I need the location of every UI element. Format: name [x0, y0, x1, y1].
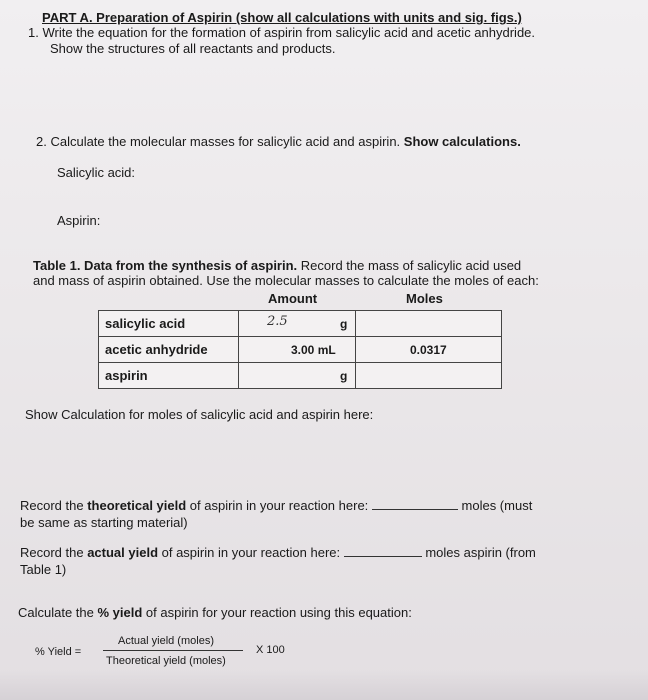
- table-divider: [355, 311, 356, 388]
- theoretical-yield-line: [20, 498, 532, 513]
- row-label-salicylic-acid: salicylic acid: [105, 316, 186, 331]
- equation-numerator: Actual yield (moles): [118, 635, 214, 647]
- equation-denominator: Theoretical yield (moles): [106, 655, 226, 667]
- column-header-amount: Amount: [268, 291, 318, 306]
- amount-unit: g: [340, 317, 348, 331]
- amount-unit: g: [340, 369, 348, 383]
- actual-yield-blank[interactable]: [344, 545, 422, 557]
- table-1-caption-bold: Table 1. Data from the synthesis of aspirin.: [33, 258, 298, 273]
- table-1-caption: [33, 258, 521, 273]
- actual-line-2: Table 1): [20, 562, 67, 577]
- row-label-aspirin: aspirin: [105, 368, 148, 383]
- row-label-acetic-anhydride: acetic anhydride: [105, 342, 208, 357]
- theoretical-yield-blank[interactable]: [372, 498, 458, 510]
- actual-post: of aspirin in your reaction here:: [158, 545, 344, 560]
- percent-post: of aspirin for your reaction using this equation:: [142, 605, 412, 620]
- percent-pre: Calculate the: [18, 605, 98, 620]
- actual-yield-line: [20, 545, 536, 560]
- question-2-bold: Show calculations.: [403, 134, 521, 149]
- actual-pre: Record the: [20, 545, 88, 560]
- theoretical-line-2: be same as starting material): [20, 515, 188, 530]
- theoretical-pre: Record the: [20, 498, 88, 513]
- question-1-line-1: 1. Write the equation for the formation of aspirin from salicylic acid and acetic anhydride.: [28, 25, 536, 40]
- actual-suffix: moles aspirin (from: [421, 545, 536, 560]
- theoretical-suffix: moles (must: [457, 498, 533, 513]
- salicylic-acid-label: Salicylic acid:: [57, 165, 136, 180]
- page-bottom-shadow: [0, 670, 648, 700]
- moles-value: 0.0317: [410, 343, 447, 357]
- part-a-title: PART A. Preparation of Aspirin (show all calculations with units and sig. figs.): [42, 10, 522, 25]
- question-2-text: 2. Calculate the molecular masses for salicylic acid and aspirin.: [36, 134, 404, 149]
- calculation-label: Show Calculation for moles of salicylic acid and aspirin here:: [25, 407, 374, 422]
- question-2: [36, 134, 521, 149]
- theoretical-bold: theoretical yield: [87, 498, 187, 513]
- handwritten-amount: 2.5: [267, 314, 288, 329]
- equation-multiplier: X 100: [256, 644, 285, 656]
- table-1-caption-line-2: and mass of aspirin obtained. Use the molecular masses to calculate the moles of each:: [33, 273, 539, 288]
- table-divider: [99, 336, 501, 337]
- data-table: [98, 310, 502, 389]
- equation-left: % Yield =: [35, 646, 82, 658]
- table-divider: [99, 362, 501, 363]
- percent-bold: % yield: [97, 605, 143, 620]
- fraction-bar: [103, 650, 243, 651]
- aspirin-label: Aspirin:: [57, 213, 101, 228]
- question-1-line-2: Show the structures of all reactants and products.: [50, 41, 336, 56]
- table-1-caption-rest: Record the mass of salicylic acid used: [297, 258, 522, 273]
- percent-yield-line: [18, 605, 412, 620]
- amount-value: 3.00 mL: [291, 343, 336, 357]
- actual-bold: actual yield: [87, 545, 159, 560]
- theoretical-post: of aspirin in your reaction here:: [186, 498, 372, 513]
- table-divider: [238, 311, 239, 388]
- column-header-moles: Moles: [406, 291, 443, 306]
